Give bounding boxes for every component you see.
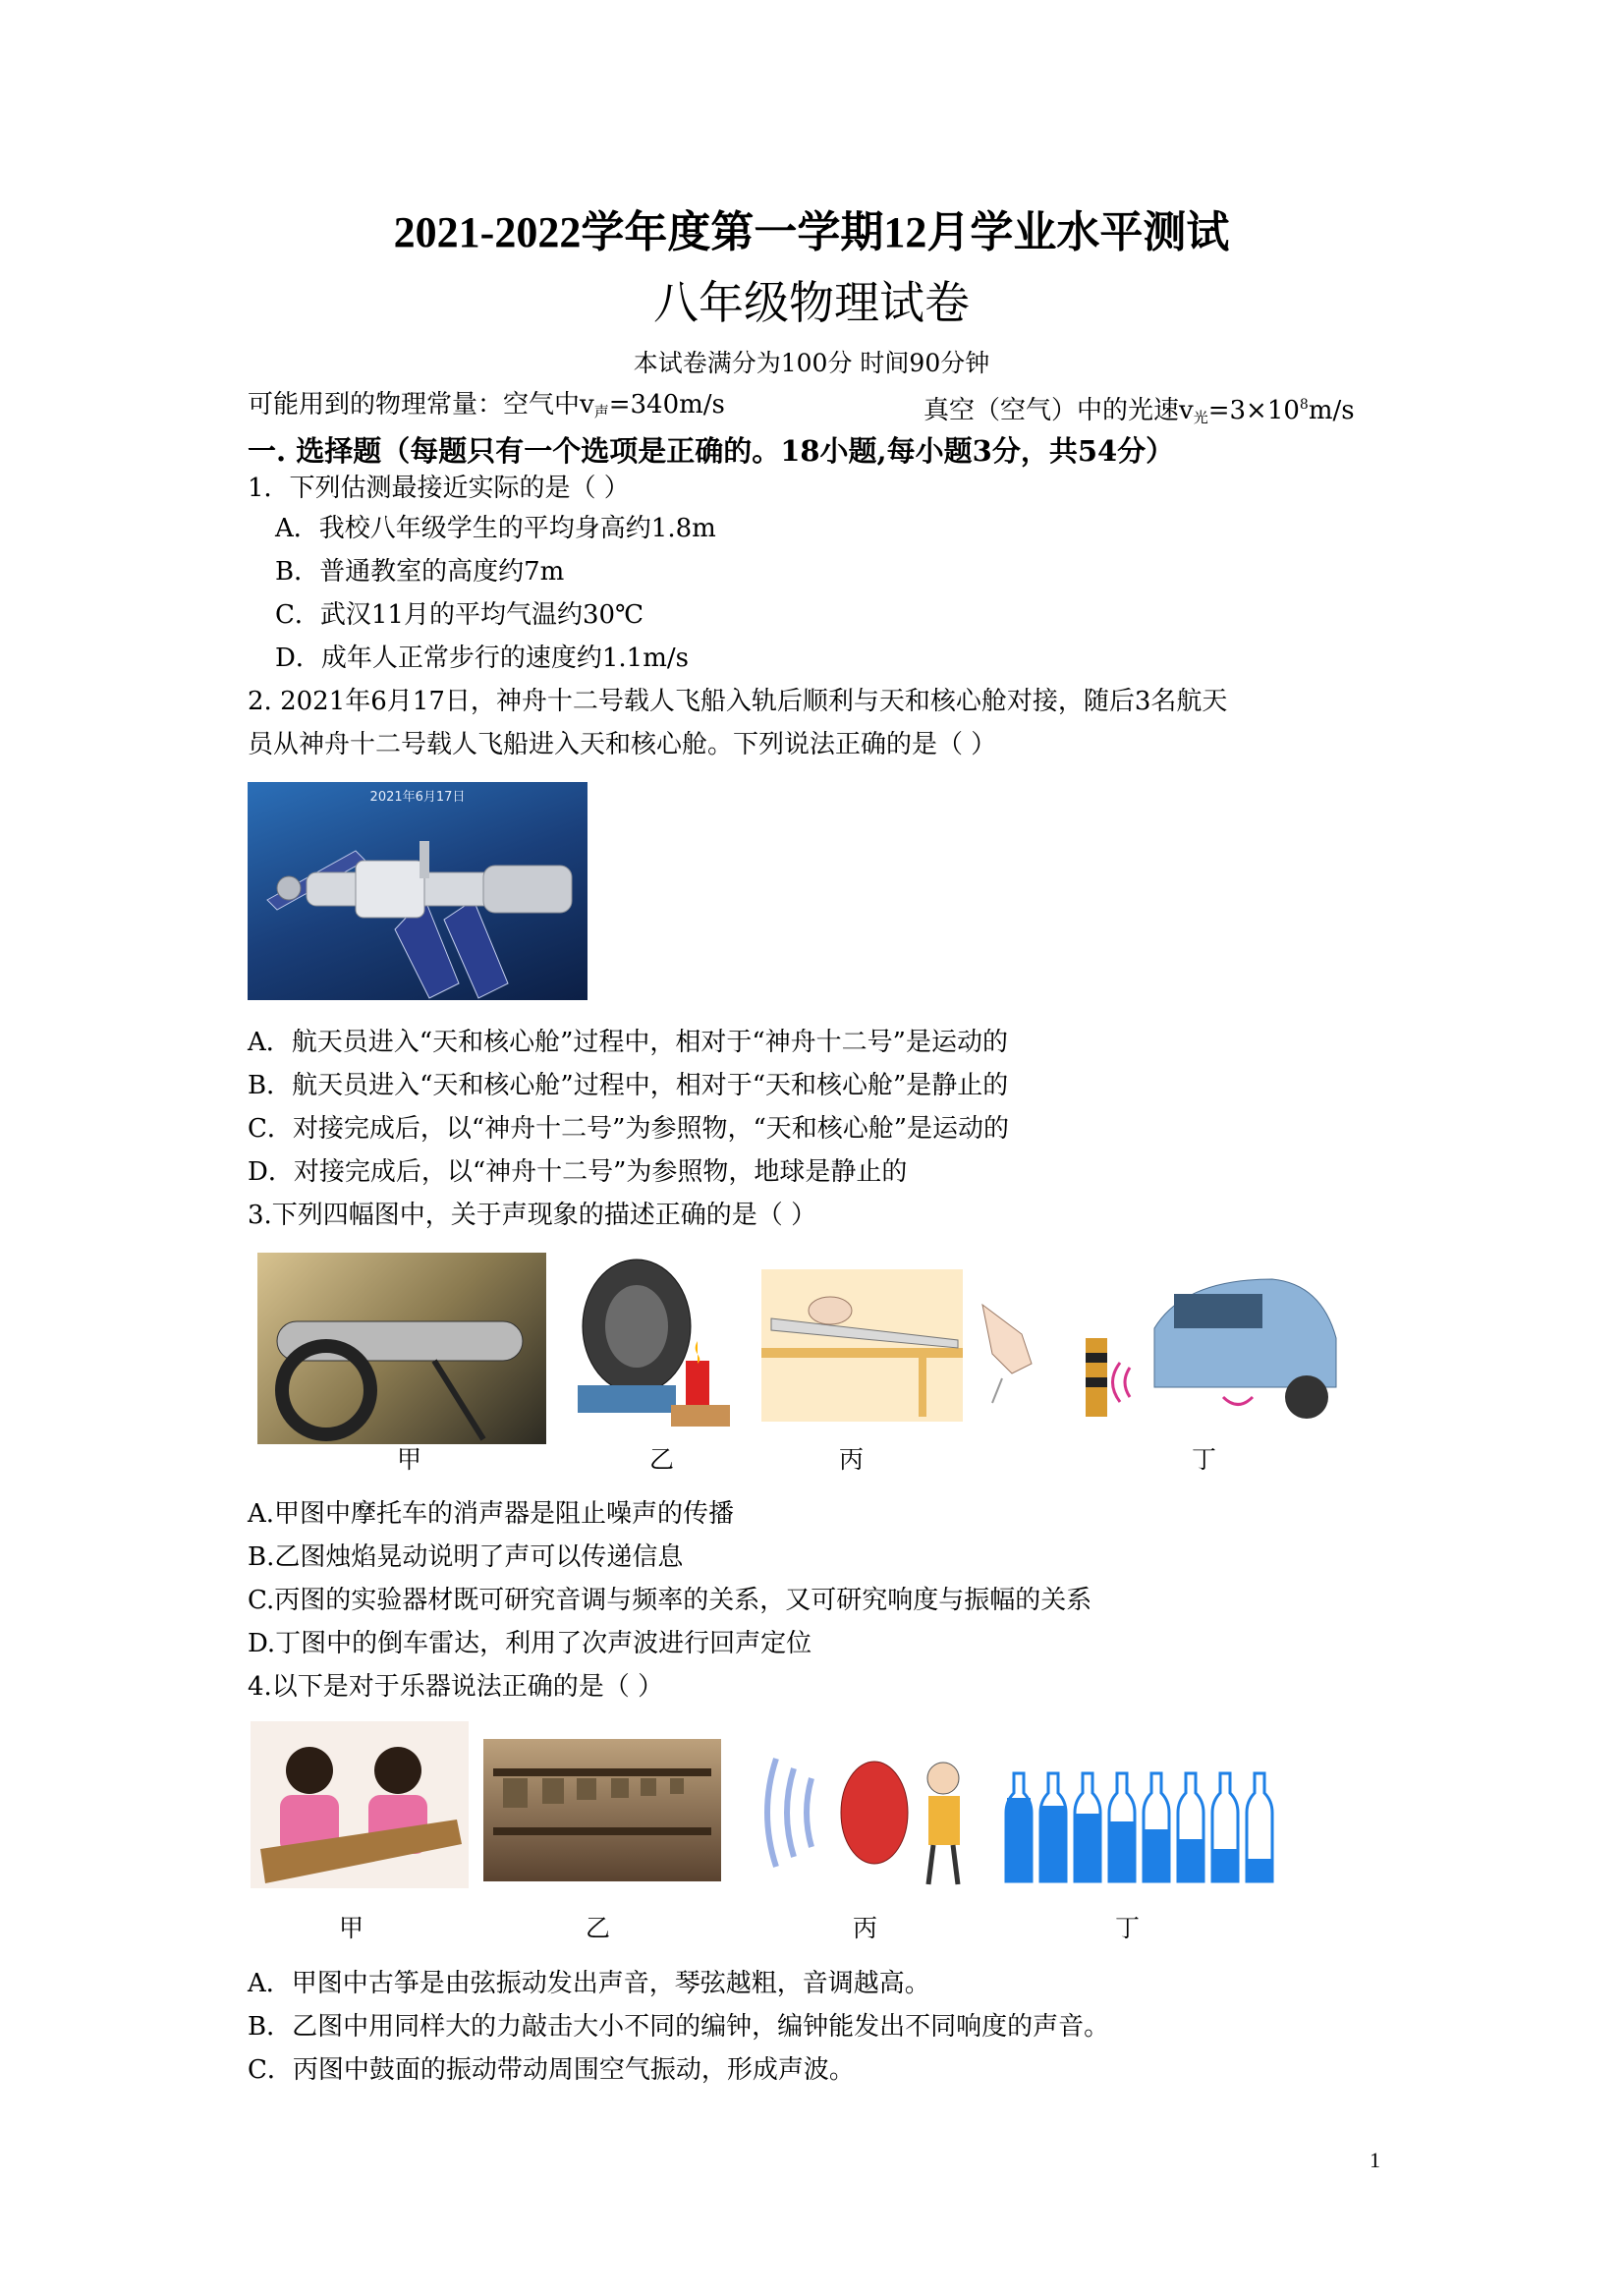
- guzheng-image: [251, 1721, 469, 1888]
- q1-stem: 1．下列估测最接近实际的是（ ）: [248, 474, 630, 503]
- guzheng-icon: [251, 1721, 469, 1888]
- drum-image: [756, 1739, 973, 1888]
- image-caption: 2021年6月17日: [369, 790, 466, 805]
- speaker-candle-image: [568, 1248, 745, 1429]
- q3-stem: 3.下列四幅图中，关于声现象的描述正确的是（ ）: [248, 1201, 817, 1230]
- q4-option-a: A．甲图中古筝是由弦振动发出声音，琴弦越粗，音调越高。: [248, 1969, 930, 1998]
- q4-option-c: C．丙图中鼓面的振动带动周围空气振动，形成声波。: [248, 2055, 855, 2085]
- constants-light: 真空（空气）中的光速$v_光=3\times 10^8m/s$: [923, 396, 1355, 426]
- q3-option-c: C.丙图的实验器材既可研究音调与频率的关系，又可研究响度与振幅的关系: [248, 1586, 1092, 1615]
- q2-stem-line2: 员从神舟十二号载人飞船进入天和核心舱。下列说法正确的是（ ）: [248, 730, 997, 759]
- q2-stem-line1: 2. 2021年6月17日，神舟十二号载人飞船入轨后顺利与天和核心舱对接，随后3名航天: [248, 687, 1228, 716]
- speaker-icon: [568, 1248, 745, 1429]
- drum-icon: [756, 1739, 973, 1888]
- muffler-icon: [257, 1253, 546, 1444]
- q2-option-d: D．对接完成后，以“神舟十二号”为参照物，地球是静止的: [248, 1157, 908, 1187]
- q4-label-bing: 丙: [853, 1914, 878, 1942]
- q2-option-a: A．航天员进入“天和核心舱”过程中，相对于“神舟十二号”是运动的: [248, 1028, 1008, 1057]
- bottles-image: [1004, 1768, 1274, 1886]
- q4-label-ding: 丁: [1115, 1914, 1141, 1942]
- finger-image: [963, 1295, 1049, 1413]
- constants-sound: 可能用到的物理常量：空气中$v_声=340m/s$: [248, 390, 725, 420]
- q4-option-b: B．乙图中用同样大的力敲击大小不同的编钟，编钟能发出不同响度的声音。: [248, 2012, 1110, 2042]
- q3-label-yi: 乙: [649, 1445, 675, 1474]
- q1-option-a: A．我校八年级学生的平均身高约1.8m: [275, 514, 716, 543]
- car-icon: [1076, 1269, 1341, 1436]
- section-heading: 一. 选择题（每题只有一个选项是正确的。18小题,每小题3分，共54分）: [248, 434, 1175, 468]
- q4-stem: 4.以下是对于乐器说法正确的是（ ）: [248, 1672, 664, 1702]
- ruler-icon: [761, 1269, 963, 1422]
- exam-info: 本试卷满分为100分 时间90分钟: [633, 349, 990, 377]
- q3-option-a: A.甲图中摩托车的消声器是阻止噪声的传播: [248, 1499, 735, 1529]
- q4-label-jia: 甲: [339, 1914, 364, 1942]
- finger-icon: [963, 1295, 1049, 1413]
- q3-label-ding: 丁: [1192, 1445, 1217, 1474]
- exam-title: 2021-2022学年度第一学期12月学业水平测试: [393, 208, 1230, 256]
- motorcycle-muffler-image: [257, 1253, 546, 1444]
- bells-icon: [483, 1739, 721, 1881]
- q3-label-jia: 甲: [397, 1445, 422, 1474]
- q3-option-b: B.乙图烛焰晃动说明了声可以传递信息: [248, 1542, 684, 1572]
- q3-label-bing: 丙: [839, 1445, 865, 1474]
- space-station-icon: [248, 782, 588, 1000]
- q2-option-c: C．对接完成后，以“神舟十二号”为参照物，“天和核心舱”是运动的: [248, 1114, 1010, 1144]
- q1-option-d: D．成年人正常步行的速度约1.1m/s: [275, 644, 689, 673]
- page-number: 1: [1370, 2148, 1380, 2172]
- ruler-table-image: [761, 1269, 963, 1422]
- exam-subtitle: 八年级物理试卷: [653, 276, 970, 329]
- q1-option-c: C．武汉11月的平均气温约30℃: [275, 600, 644, 630]
- bottles-icon: [1004, 1768, 1274, 1886]
- q2-option-b: B．航天员进入“天和核心舱”过程中，相对于“天和核心舱”是静止的: [248, 1071, 1009, 1100]
- space-station-image: [248, 782, 588, 1000]
- bianzhong-image: [483, 1739, 721, 1881]
- reversing-radar-image: [1076, 1269, 1341, 1436]
- q3-option-d: D.丁图中的倒车雷达，利用了次声波进行回声定位: [248, 1629, 812, 1658]
- q1-option-b: B．普通教室的高度约7m: [275, 557, 565, 587]
- q4-label-yi: 乙: [586, 1914, 611, 1942]
